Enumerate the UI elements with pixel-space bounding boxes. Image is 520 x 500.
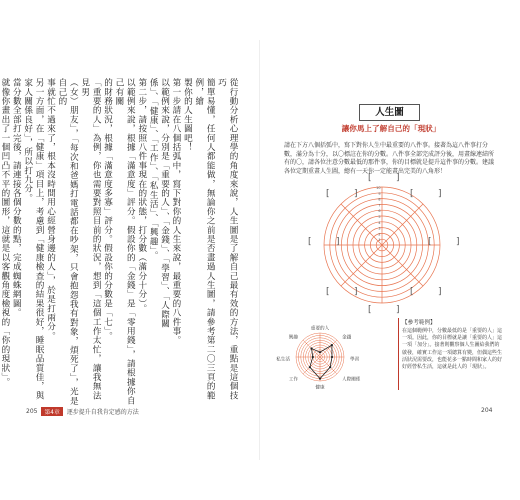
text-column: 當分數全部打完後，請連接各個分數的點，完成蜘蛛網圖。 — [11, 78, 22, 318]
life-chart — [260, 0, 520, 500]
example-label: 工作 — [288, 377, 298, 383]
example-label: 金錢 — [342, 335, 352, 341]
page-title: 人生圖 — [359, 104, 420, 121]
scale-label: 10 — [376, 186, 381, 190]
scale-label: 1 — [378, 238, 381, 243]
reference-title: 【參考範例】 — [402, 320, 436, 326]
text-column: 從行動分析心理學的角度來說，人生圖是了解自己最有效的方法，重點是這個技巧 — [216, 78, 238, 400]
example-label: 私生活 — [276, 357, 290, 363]
scale-label: 4 — [378, 220, 381, 225]
bracket-right: ] — [438, 189, 442, 199]
example-point — [331, 344, 333, 346]
text-column: 家人關係良好」，所以打九分。 — [22, 78, 33, 203]
bracket-right: ] — [396, 173, 400, 183]
text-column: 「重要的人」為例，你也需要對照目前的狀況，想到「這個工作太忙，讓我無法見男 — [79, 78, 102, 400]
example-point — [319, 378, 321, 380]
bracket-left: [ — [326, 287, 330, 297]
reference-box — [398, 318, 502, 390]
bracket-left: [ — [368, 305, 372, 315]
page-subtitle: 讓你馬上了解自己的「現狀」 — [341, 124, 441, 133]
bracket-right: ] — [354, 189, 358, 199]
scale-label: 2 — [378, 232, 381, 237]
bracket-left: [ — [368, 173, 372, 183]
bracket-right: ] — [336, 237, 340, 247]
scale-label: 7 — [378, 203, 381, 208]
example-point — [319, 351, 321, 353]
bracket-left: [ — [326, 189, 330, 199]
text-column: 就像你畫出了一個凹凸不平的圖形，這就是以客觀角度檢視的「你的現狀」。 — [0, 78, 10, 387]
bracket-left: [ — [308, 237, 312, 247]
bracket-right: ] — [354, 287, 358, 297]
text-column: 第一步請在八個括弧中，寫下對你的人生來說，最重要的八件事。 — [170, 78, 181, 345]
scale-label: 5 — [378, 215, 381, 219]
text-column: 係」、「健康」、「工作」、「私生活」、「興趣」。 — [148, 78, 159, 261]
example-label: 學習 — [350, 357, 360, 363]
bracket-left: [ — [428, 237, 432, 247]
bracket-left: [ — [410, 287, 414, 297]
example-point — [312, 356, 314, 358]
text-column: 另一方面，在「健康」項目上，考慮到「健康檢查的結果很好，睡眠品質佳，與 — [34, 78, 45, 400]
bracket-right: ] — [438, 287, 442, 297]
example-label: 重要的人 — [310, 326, 330, 332]
example-point — [329, 366, 331, 368]
scale-label: 3 — [378, 226, 381, 231]
chapter-chip: 第4章 — [41, 407, 62, 416]
text-column: 以範例來說，根據「滿意度」評分。假設你的「金錢」是「零用錢」，請根據你自己有關 — [113, 78, 136, 405]
body-text — [0, 78, 238, 408]
example-label: 人際關係 — [342, 377, 361, 383]
page-number: 205 — [26, 408, 38, 415]
example-label: 興趣 — [288, 335, 298, 341]
text-column: 簡單易懂，任何人都能做，無論你之前是否畫過人生圖，請參考第二〇三頁的範例，繪 — [193, 78, 216, 400]
scale-label: 8 — [378, 197, 381, 202]
intro-text: 請在下方八個括弧中，寫下對你人生中最重要的八件事。接著為這八件事打分數，滿分為十分，以〇標註在你的分數。八件事全部完成評分後，用畫線連結所有的〇，請各位注意分數最低的那件事，你的目標就是提升這件事的分數。建議各位定期重畫人生圖，總有一天你一定能畫出完美的八角形！ — [284, 142, 495, 175]
scale-label: 6 — [378, 209, 381, 214]
text-column: （女）朋友」，「每次和爸媽打電話都在吵架，只會抱怨我有對象，煩死了」，光是自己的 — [56, 78, 79, 406]
example-point — [309, 366, 311, 368]
chapter-title: 逐步提升自我肯定感的方法 — [66, 409, 139, 416]
scale-label: 9 — [378, 191, 381, 196]
page-footer — [26, 407, 139, 416]
text-column: 的財務狀況，根據「滿意度多寡」評分。假設你的分數是「七」。 — [102, 78, 113, 341]
right-page — [260, 0, 520, 500]
text-column: 以範例來說，分別是「重要的人」、「金錢」、「學習」、「人際關 — [159, 78, 170, 329]
text-column: 第二步，請按照八件事現在的狀態，打分數（滿分十分）。 — [136, 78, 147, 313]
text-column: 製你的人生圖吧！ — [182, 78, 193, 152]
reference-text: 在這個範例中，分數最低的是「重要的人」這一項。因此，你的目標就是讓「重要的人」這一項「加分」。接著則觀察個人生圖給我們的啟發，確實工作這一項總算有變，但偶這些生活狀況需要改，也能花多一點時間和家人的好好經營私生活，這就是此人的「現狀」。 — [402, 328, 503, 371]
bracket-right: ] — [456, 237, 460, 247]
bracket-left: [ — [410, 189, 414, 199]
example-point — [310, 347, 312, 349]
text-column: 事就忙不過來了，根本沒時間用心經營身邊的人」，於是打兩分。 — [45, 78, 56, 341]
bracket-right: ] — [396, 305, 400, 315]
example-point — [331, 356, 333, 358]
example-label: 健康 — [315, 385, 325, 391]
page-number: 204 — [481, 407, 493, 414]
